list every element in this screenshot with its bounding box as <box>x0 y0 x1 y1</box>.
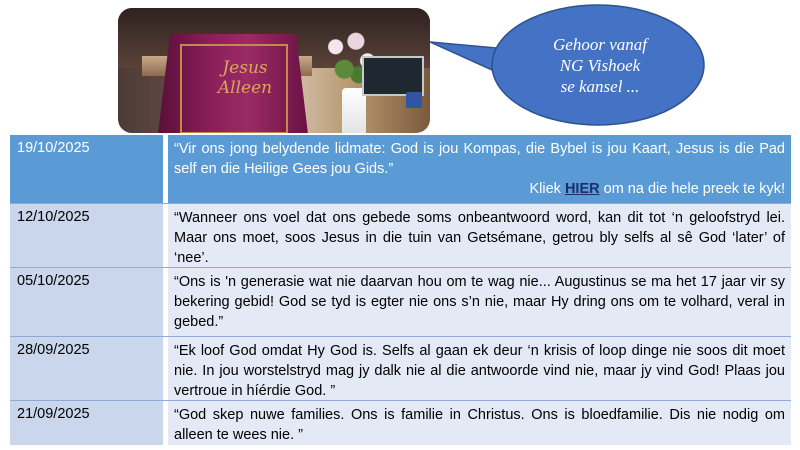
sermon-date: 19/10/2025 <box>10 135 168 203</box>
sermon-link-line <box>174 179 785 199</box>
drape-word-2: Alleen <box>217 78 273 98</box>
sermon-date: 21/09/2025 <box>10 401 168 445</box>
sermon-date: 28/09/2025 <box>10 337 168 400</box>
link-suffix: om na die hele preek te kyk! <box>599 181 785 197</box>
sermon-quote: “Ons is 'n generasie wat nie daarvan hou om te wag nie... Augustinus se ma het 17 jaar vir sy bekering gebid! God se tyd is egter nie ons s’n nie, maar Hy dring ons om te volhard, veral in gebed.” <box>168 268 791 336</box>
sermon-date: 05/10/2025 <box>10 268 168 336</box>
sermon-quote: “Wanneer ons voel dat ons gebede soms onbeantwoord word, kan dit tot ‘n geloofstryd lei. Maar ons moet, soos Jesus in die tuin van Getsémane, getrou bly selfs al sê God ‘later’ of ‘nee’. <box>168 204 791 267</box>
drape-word-1: Jesus <box>222 58 268 78</box>
speech-bubble-text <box>520 34 680 97</box>
sermon-table <box>10 135 791 445</box>
table-row <box>10 135 791 203</box>
bubble-line-1: Gehoor vanaf <box>553 35 647 54</box>
table-row <box>10 336 791 400</box>
table-row <box>10 400 791 445</box>
sermon-date: 12/10/2025 <box>10 204 168 267</box>
table-row <box>10 203 791 267</box>
sermon-quote: “Vir ons jong belydende lidmate: God is jou Kompas, die Bybel is jou Kaart, Jesus is die Pad self en die Heilige Gees jou Gids.” <box>174 141 785 177</box>
sermon-quote: “God skep nuwe families. Ons is familie in Christus. Ons is bloedfamilie. Dis nie nodig om alleen te wees nie. ” <box>168 401 791 445</box>
bubble-line-2: NG Vishoek <box>559 56 641 75</box>
speech-bubble <box>0 0 800 140</box>
link-prefix: Kliek <box>529 181 565 197</box>
sermon-quote-cell <box>168 135 791 203</box>
sermon-quote: “Ek loof God omdat Hy God is. Selfs al gaan ek deur ‘n krisis of loop dinge nie soos dit moet nie. In jou worstelstryd mag jy dalk nie al die antwoorde vind nie, maar jy vind God! Plaas jou vertroue in híérdie God. ” <box>168 337 791 400</box>
sermon-link-here[interactable]: HIER <box>564 181 600 197</box>
bubble-line-3: se kansel ... <box>560 77 640 96</box>
table-row <box>10 267 791 336</box>
